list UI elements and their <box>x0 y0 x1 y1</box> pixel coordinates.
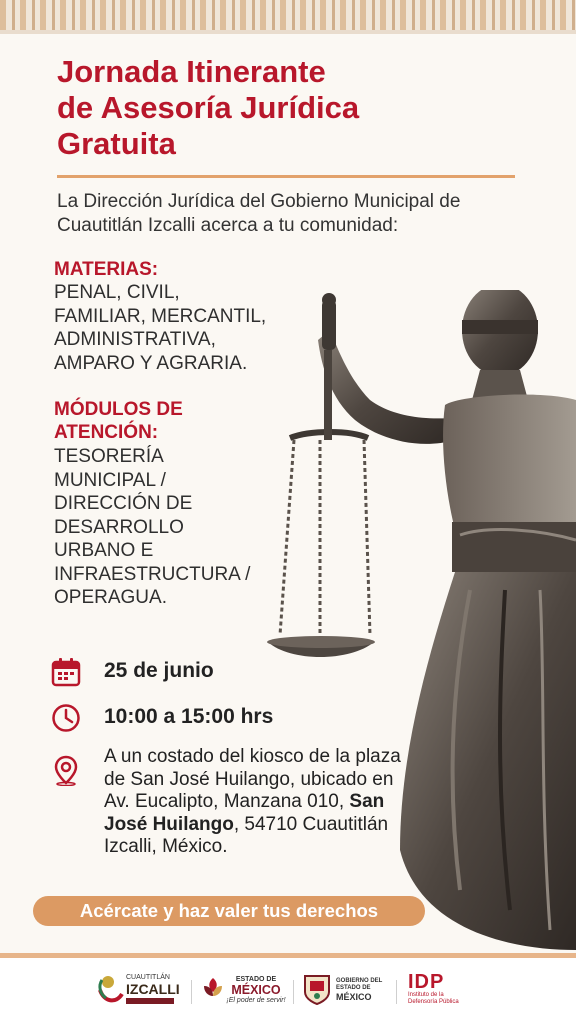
izcalli-top-text: CUAUTITLÁN <box>126 974 170 981</box>
gobierno-line3: MÉXICO <box>336 992 372 1002</box>
idp-logo <box>408 972 459 1006</box>
gobierno-line1: GOBIERNO DEL <box>336 978 383 984</box>
modulos-line: DIRECCIÓN DE <box>54 493 193 514</box>
izcalli-name-text: IZCALLI <box>126 981 180 997</box>
izcalli-tagline-bar <box>126 998 174 1004</box>
idp-name-text: IDP <box>408 971 445 993</box>
modulos-line: TESORERÍA <box>54 446 164 467</box>
edomex-top-text: ESTADO DE <box>235 976 277 983</box>
materias-list <box>54 281 304 375</box>
materias-heading: MATERIAS: <box>54 259 159 280</box>
modulos-line: DESARROLLO <box>54 516 184 538</box>
modulos-line: MUNICIPAL / <box>54 469 166 491</box>
title-line-1: Jornada Itinerante <box>57 54 326 89</box>
clock-icon <box>50 702 82 734</box>
cta-banner: Acércate y haz valer tus derechos <box>33 896 425 926</box>
modulos-heading-line: MÓDULOS DE <box>54 399 183 420</box>
page-title <box>57 54 487 162</box>
gobierno-line2: ESTADO DE <box>336 985 371 991</box>
materias-line: ADMINISTRATIVA, <box>54 329 216 350</box>
title-line-3: Gratuita <box>57 126 176 161</box>
intro-text: La Dirección Jurídica del Gobierno Municipal de Cuautitlán Izcalli acerca a tu comunidad: <box>57 191 461 236</box>
coat-of-arms-icon <box>302 972 332 1006</box>
location-pin-icon <box>50 754 82 786</box>
modulos-line: URBANO E <box>54 540 154 561</box>
date-row <box>50 656 214 688</box>
address-text: A un costado del kiosco de la plaza de San José Huilango, ubicado en Av. Eucalipto, Manzana 010, <box>104 746 401 812</box>
edomex-slogan-text: ¡El poder de servir! <box>226 997 286 1004</box>
materias-line: PENAL, CIVIL, <box>54 282 180 303</box>
event-date: 25 de junio <box>104 659 214 682</box>
modulos-line: OPERAGUA. <box>54 587 167 608</box>
time-row <box>50 702 273 734</box>
modulos-heading <box>54 398 294 444</box>
izcalli-emblem-icon <box>96 972 126 1006</box>
materias-line: FAMILIAR, MERCANTIL, <box>54 305 267 327</box>
edomex-flower-icon <box>200 974 226 1004</box>
modulos-list <box>54 445 304 610</box>
modulos-line: INFRAESTRUCTURA / <box>54 563 251 585</box>
logo-separator <box>396 980 397 1004</box>
decorative-border <box>0 0 576 34</box>
address-text-end: , 54710 Cuautitlán Izcalli, México. <box>104 813 389 857</box>
event-time: 10:00 a 15:00 hrs <box>104 705 274 728</box>
logo-separator <box>293 980 294 1004</box>
address-highlight: San José Huilango <box>104 791 385 835</box>
footer-logos <box>0 958 576 1024</box>
materias-line: AMPARO Y AGRARIA. <box>54 352 248 374</box>
edomex-name-text: MÉXICO <box>231 983 281 997</box>
modulos-heading-line: ATENCIÓN: <box>54 422 159 443</box>
logo-separator <box>191 980 192 1004</box>
idp-line1: Instituto de la <box>408 992 444 998</box>
event-address <box>104 746 414 859</box>
address-row <box>50 746 414 859</box>
calendar-icon <box>50 656 82 688</box>
title-divider <box>57 175 515 178</box>
idp-line2: Defensoría Pública <box>408 999 459 1005</box>
title-line-2: de Asesoría Jurídica <box>57 90 360 125</box>
